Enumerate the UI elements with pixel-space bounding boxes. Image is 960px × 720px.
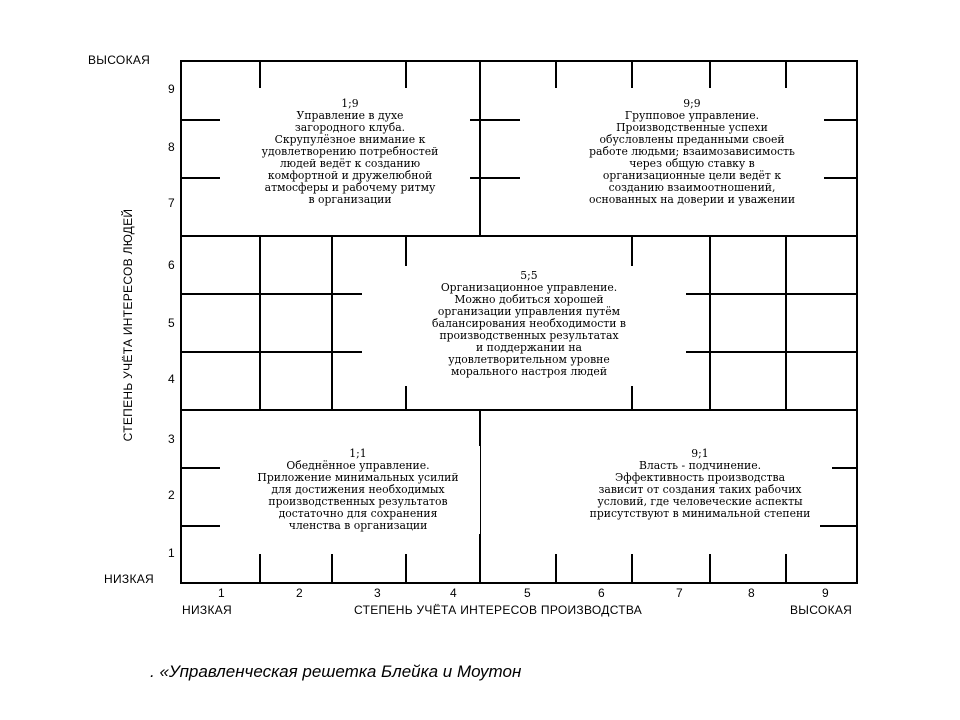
y-tick-label: 7 [168,196,175,210]
y-tick-label: 2 [168,488,175,502]
x-axis-low-label: НИЗКАЯ [182,603,232,617]
text-line: загородного клуба. [294,121,406,134]
y-tick-label: 3 [168,432,175,446]
y-axis-title: СТЕПЕНЬ УЧЁТА ИНТЕРЕСОВ ЛЮДЕЙ [121,208,135,442]
quadrant-1-9 [236,96,464,208]
quadrant-5-5-title: Организационное управление. [440,281,618,294]
text-line: зависит от создания таких рабочих [598,483,802,496]
x-tick-label: 6 [598,586,605,600]
text-line: Эффективность производства [614,471,786,484]
text-line: работе людьми; взаимозависимость [589,145,795,158]
x-tick-label: 9 [822,586,829,600]
text-line: основанных на доверии и уважении [588,193,796,206]
y-tick-label: 9 [168,82,175,96]
text-line: удовлетворительном уровне [448,353,610,366]
quadrant-9-9 [560,96,824,208]
managerial-grid [180,60,858,584]
y-tick-label: 4 [168,372,175,386]
quadrant-1-1-code: 1;1 [349,447,367,460]
x-tick-label: 2 [296,586,303,600]
x-axis-title: СТЕПЕНЬ УЧЁТА ИНТЕРЕСОВ ПРОИЗВОДСТВА [354,603,643,617]
x-tick-label: 8 [748,586,755,600]
y-tick-label: 1 [168,546,175,560]
text-line: Производственные успехи [616,121,768,134]
quadrant-1-1-title: Обеднённое управление. [286,459,430,472]
text-line: производственных результатов [268,495,448,508]
quadrant-1-1 [236,446,480,534]
text-line: организации управления путём [437,305,621,318]
x-tick-label: 4 [450,586,457,600]
text-line: организационные цели ведёт к [602,169,782,182]
y-axis-high-label: ВЫСОКАЯ [88,53,151,67]
text-line: удовлетворению потребностей [261,145,439,158]
quadrant-9-1-code: 9;1 [691,447,709,460]
quadrant-9-1-title: Власть - подчинение. [638,459,762,472]
text-line: морального настроя людей [450,365,608,378]
x-tick-label: 1 [218,586,225,600]
quadrant-1-9-code: 1;9 [341,97,359,110]
text-line: людей ведёт к созданию [279,157,421,170]
quadrant-9-1 [568,446,832,522]
x-axis-high-label: ВЫСОКАЯ [790,603,853,617]
y-axis-low-label: НИЗКАЯ [104,572,154,586]
quadrant-5-5 [400,268,658,380]
y-tick-label: 5 [168,316,175,330]
quadrant-5-5-text [404,294,654,378]
x-tick-label: 5 [524,586,531,600]
text-line: Можно добиться хорошей [454,293,604,306]
quadrant-5-5-code: 5;5 [520,269,538,282]
text-line: достаточно для сохранения [278,507,438,520]
text-line: членства в организации [288,519,428,532]
quadrant-9-9-title: Групповое управление. [624,109,760,122]
text-line: условий, где человеческие аспекты [597,495,803,508]
quadrant-9-1-text [572,472,828,520]
text-line: производственных результатах [439,329,619,342]
x-tick-label: 7 [676,586,683,600]
text-line: созданию взаимоотношений, [608,181,776,194]
text-line: атмосферы и рабочему ритму [264,181,436,194]
figure-caption: . «Управленческая решетка Блейка и Моутон [150,662,522,681]
text-line: Скрупулёзное внимание к [274,133,426,146]
text-line: и поддержании на [476,341,582,354]
y-tick-label: 8 [168,140,175,154]
quadrant-1-9-title: Управление в духе [296,109,404,122]
text-line: присутствуют в минимальной степени [589,507,811,520]
text-line: балансирования необходимости в [432,317,626,330]
quadrant-9-9-code: 9;9 [683,97,701,110]
text-line: обусловлены преданными своей [599,133,785,146]
text-line: через общую ставку в [629,157,755,170]
quadrant-1-9-text [240,122,460,206]
quadrant-1-1-text [240,472,476,532]
text-line: комфортной и дружелюбной [267,169,433,182]
text-line: в организации [308,193,392,206]
quadrant-9-9-text [564,122,820,206]
text-line: для достижения необходимых [271,483,445,496]
x-tick-label: 3 [374,586,381,600]
text-line: Приложение минимальных усилий [257,471,459,484]
y-tick-label: 6 [168,258,175,272]
